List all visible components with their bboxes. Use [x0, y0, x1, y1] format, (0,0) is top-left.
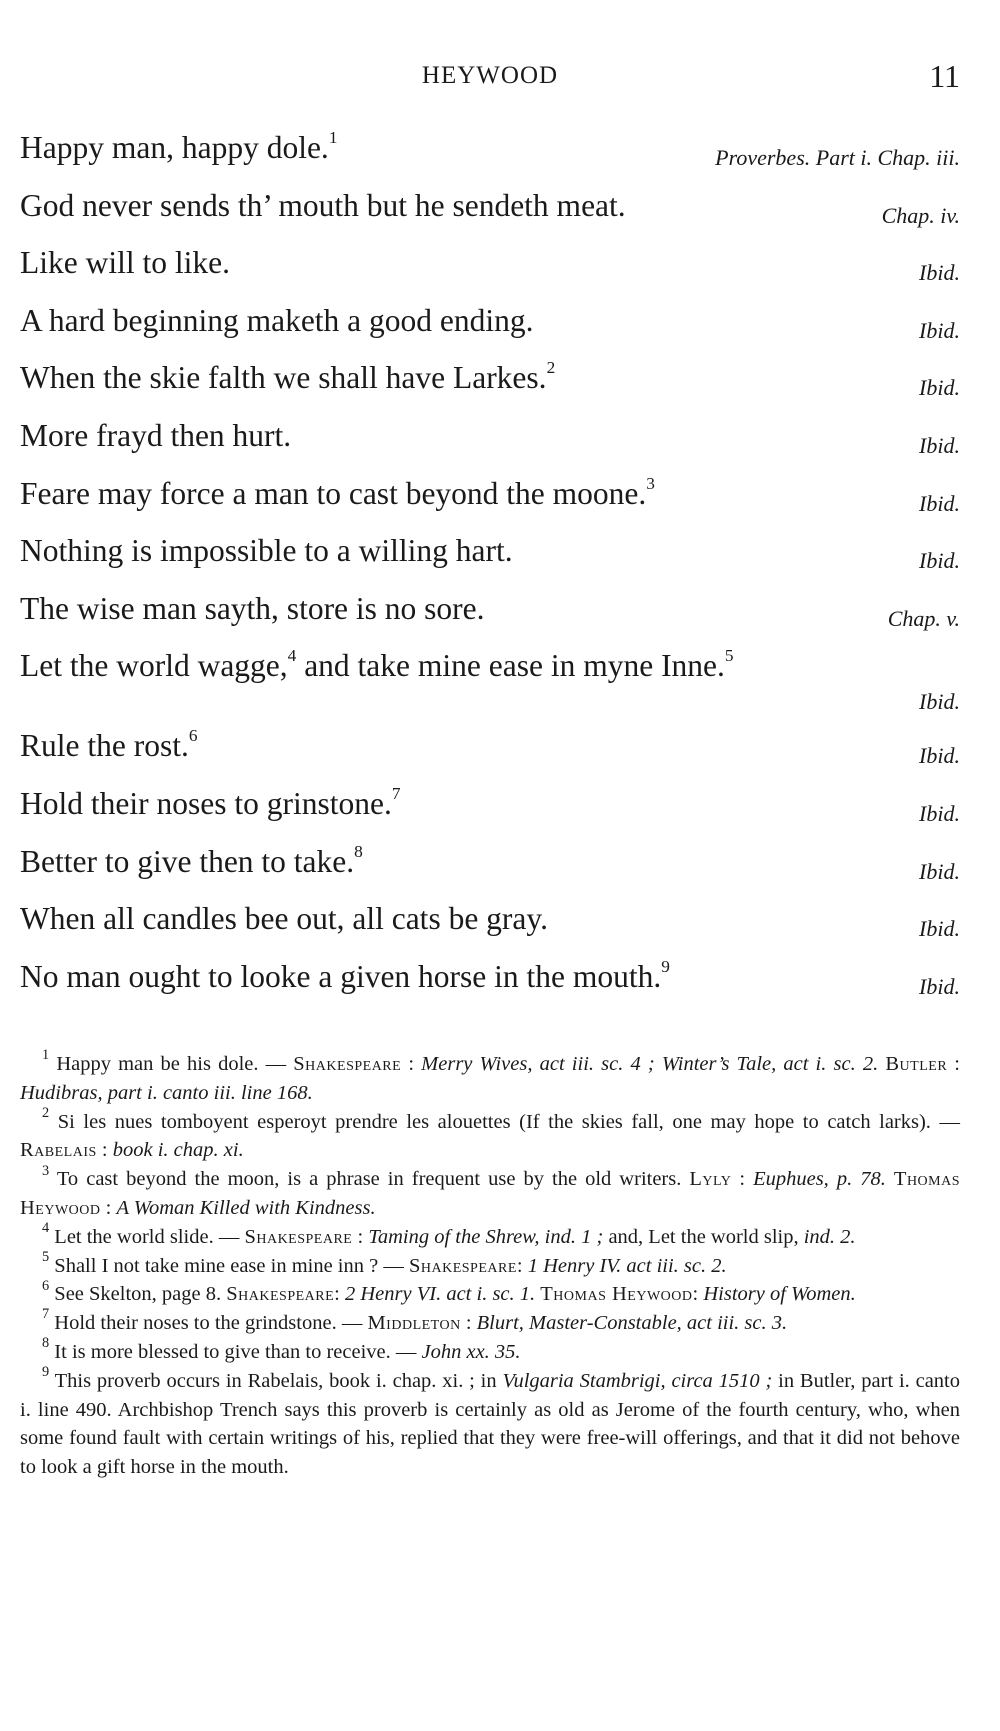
quotation-source: Ibid. [919, 548, 960, 574]
footnotes [20, 1047, 961, 1482]
footnote-marker: 1 [328, 128, 338, 148]
work-citation: Vulgaria Stambrigi, circa 1510 ; [502, 1369, 773, 1392]
author-name: Thomas Heywood [540, 1283, 693, 1306]
quotation-source: Chap. iv. [881, 202, 960, 228]
work-citation: book i. chap. xi. [112, 1139, 244, 1162]
quotation-row [20, 726, 960, 784]
work-citation: ind. 2. [803, 1225, 856, 1248]
footnote-text: : [96, 1139, 113, 1162]
footnote-text: : [947, 1053, 960, 1075]
author-name: Lyly [689, 1168, 732, 1191]
quotation-source: Ibid. [919, 375, 960, 401]
work-citation: 1 Henry IV. act iii. sc. 2. [527, 1254, 727, 1277]
quotation-list [20, 128, 960, 1014]
quotation-text-part: When all candles bee out, all cats be gray. [20, 901, 548, 937]
author-name: Rabelais [20, 1139, 97, 1162]
author-name: Shakespeare [226, 1283, 335, 1306]
quotation-text [20, 301, 534, 341]
author-name: Shakespeare [244, 1225, 353, 1248]
footnote-marker: 6 [188, 726, 198, 746]
quotation-text [20, 784, 401, 824]
work-citation: History of Women. [703, 1283, 856, 1306]
footnote-text: Hold their noses to the grindstone. — [54, 1312, 368, 1335]
footnote [20, 1306, 960, 1338]
quotation-text [20, 842, 363, 882]
author-name: Middleton [367, 1312, 461, 1335]
quotation-row [20, 474, 960, 532]
quotation-text [20, 416, 291, 456]
footnote-text: : [401, 1053, 422, 1075]
quotation-text-part: Rule the rost. [20, 728, 189, 764]
footnote-number: 9 [42, 1364, 50, 1381]
footnote-number: 2 [42, 1104, 50, 1121]
footnote-marker: 7 [391, 783, 401, 803]
quotation-source: Ibid. [919, 432, 960, 458]
footnote-text: To cast beyond the moon, is a phrase in frequent use by the old writers. [56, 1168, 690, 1191]
footnote-marker: 5 [724, 646, 734, 666]
quotation-text-part: Let the world wagge, [20, 648, 288, 684]
quotation-text [20, 128, 337, 168]
footnote-text: Happy man be his dole. — [56, 1053, 294, 1075]
work-citation: A Woman Killed with Kindness. [116, 1196, 376, 1219]
quotation-text [20, 957, 670, 997]
work-citation: Blurt, Master-Constable, act iii. sc. 3. [476, 1312, 788, 1335]
quotation-text [20, 358, 555, 398]
quotation-row [20, 531, 960, 589]
footnote-text: It is more blessed to give than to receive. — [54, 1340, 422, 1363]
footnote-text: : [100, 1196, 117, 1219]
quotation-text-part: Nothing is impossible to a willing hart. [20, 533, 513, 569]
quotation-row [20, 646, 960, 726]
quotation-row [20, 243, 960, 301]
author-name: Butler [885, 1053, 948, 1075]
footnote-number: 4 [42, 1220, 50, 1237]
quotation-text [20, 589, 485, 629]
footnote-text: : [516, 1254, 528, 1277]
quotation-text-part: Happy man, happy dole. [20, 130, 329, 165]
author-name: Shakespeare [293, 1053, 402, 1075]
quotation-text-part: Hold their noses to grinstone. [20, 785, 392, 821]
footnote-text: This proverb occurs in Rabelais, book i. chap. xi. ; in [54, 1369, 503, 1392]
quotation-text-part: God never sends th’ mouth but he sendeth meat. [20, 187, 626, 223]
page-number: 11 [929, 58, 960, 94]
footnote [20, 1220, 960, 1252]
quotation-source: Ibid. [919, 800, 960, 826]
work-citation: Euphues, p. 78. [753, 1168, 886, 1191]
footnote-number: 7 [42, 1306, 50, 1323]
footnote-number: 8 [42, 1335, 50, 1352]
footnote-text: Shall I not take mine ease in mine inn ? — [54, 1254, 409, 1277]
footnote [20, 1162, 961, 1223]
footnote-text: Si les nues tomboyent esperoyt prendre les alouettes (If the skies fall, one may hope to catch larks). — [57, 1110, 961, 1133]
quotation-text-part: When the skie falth we shall have Larkes. [20, 360, 547, 396]
quotation-source: Proverbes. Part i. Chap. iii. [715, 145, 960, 170]
footnote-text [886, 1168, 894, 1190]
footnote-text: : [460, 1312, 477, 1335]
quotation-row [20, 186, 960, 244]
quotation-text [20, 531, 513, 571]
quotation-text-part: No man ought to looke a given horse in the mouth. [20, 958, 662, 994]
footnote-number: 6 [42, 1277, 50, 1294]
footnote-number: 1 [42, 1047, 50, 1064]
work-citation: Taming of the Shrew, ind. 1 ; [368, 1225, 604, 1248]
quotation-text [20, 186, 626, 226]
quotation-row [20, 358, 960, 416]
quotation-row [20, 301, 960, 359]
quotation-source: Ibid. [919, 689, 960, 715]
work-citation: 2 Henry VI. act i. sc. 1. [345, 1283, 536, 1306]
quotation-source: Ibid. [919, 743, 960, 769]
quotation-text [20, 726, 198, 766]
running-title: HEYWOOD [421, 62, 559, 89]
quotation-source: Ibid. [919, 260, 960, 286]
footnote-number: 5 [42, 1248, 50, 1265]
quotation-source: Ibid. [919, 916, 960, 942]
work-citation: Merry Wives, act iii. sc. 4 ; Winter’s Tale, act i. sc. 2. [421, 1053, 879, 1075]
footnote-text: : [352, 1225, 369, 1248]
footnote-text: See Skelton, page 8. [54, 1283, 227, 1306]
quotation-text-part: and take mine ease in myne Inne. [296, 648, 725, 684]
footnote-marker: 9 [661, 956, 670, 976]
quotation-row [20, 416, 960, 474]
footnote-marker: 2 [546, 358, 556, 378]
footnote-text: : [692, 1283, 704, 1306]
quotation-source: Ibid. [919, 490, 960, 516]
quotation-row [20, 899, 960, 957]
quotation-source: Ibid. [919, 317, 960, 343]
quotation-row [20, 589, 960, 647]
footnote-marker: 8 [354, 841, 363, 861]
running-head [20, 58, 960, 98]
quotation-text [20, 646, 734, 686]
quotation-text-part: A hard beginning maketh a good ending. [20, 302, 534, 338]
footnote [20, 1364, 960, 1482]
footnote-text: and, Let the world slip, [603, 1225, 804, 1248]
quotation-text-part: Feare may force a man to cast beyond the moone. [20, 475, 647, 511]
footnote-text: : [731, 1168, 754, 1191]
quotation-text [20, 474, 655, 514]
quotation-text-part: The wise man sayth, store is no sore. [20, 590, 485, 626]
quotation-text [20, 899, 548, 939]
quotation-source: Ibid. [919, 858, 960, 884]
footnote-text: in Butler, part i. canto i. line 490. Archbishop Trench says this proverb is certainly as old as Jerome of the fourth century, who, when some found fault with certain writings of his, replied that they were free-will offerings, and that it did not behove to look a gift horse in the mouth. [20, 1369, 960, 1479]
quotation-row [20, 957, 960, 1015]
work-citation: John xx. 35. [421, 1340, 521, 1363]
footnote-text: : [334, 1283, 345, 1306]
footnote [20, 1277, 960, 1309]
author-name: Thomas Heywood [20, 1168, 961, 1219]
footnote-marker: 4 [287, 646, 297, 666]
footnote [20, 1248, 960, 1281]
quotation-row [20, 842, 960, 900]
quotation-row [20, 128, 960, 186]
quotation-source: Ibid. [919, 973, 960, 999]
footnote [20, 1335, 960, 1367]
author-name: Shakespeare [408, 1254, 517, 1277]
footnote-text: Let the world slide. — [54, 1225, 245, 1248]
quotation-text-part: More frayd then hurt. [20, 417, 292, 453]
quotation-text-part: Better to give then to take. [20, 843, 355, 879]
work-citation: Hudibras, part i. canto iii. line 168. [20, 1081, 313, 1104]
footnote [20, 1047, 960, 1108]
footnote-marker: 3 [646, 473, 655, 493]
quotation-text [20, 243, 230, 283]
quotation-text-part: Like will to like. [20, 245, 230, 281]
quotation-row [20, 784, 960, 842]
footnote [20, 1104, 961, 1166]
quotation-source: Chap. v. [887, 605, 960, 631]
footnote-number: 3 [42, 1162, 50, 1179]
